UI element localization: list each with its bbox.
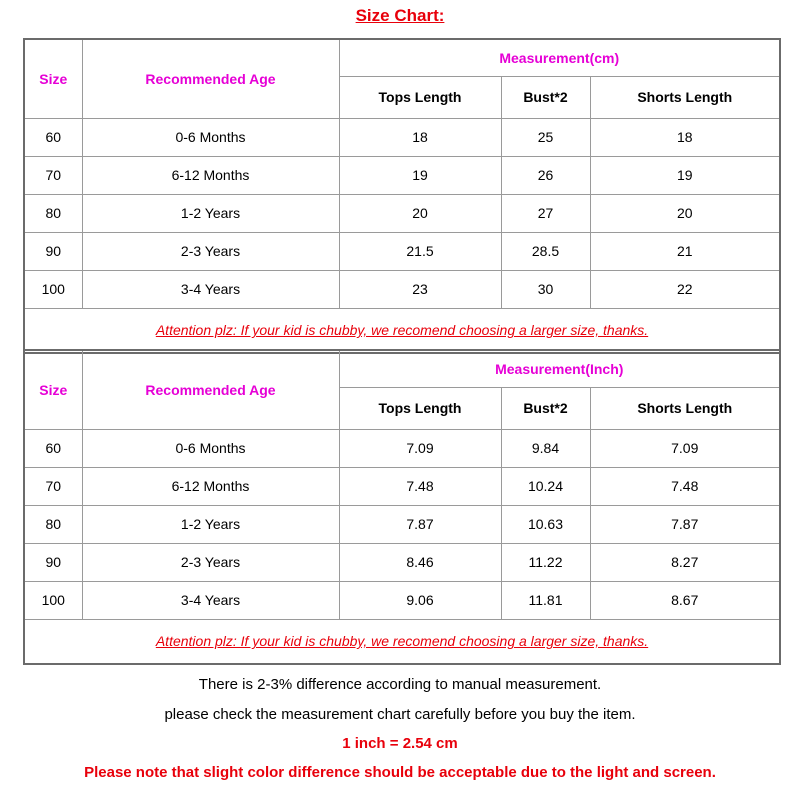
table-row bbox=[24, 156, 780, 194]
attention-row bbox=[24, 308, 780, 353]
age-cell: 3-4 Years bbox=[82, 581, 339, 619]
bust-cell: 30 bbox=[501, 270, 590, 308]
age-cell: 6-12 Months bbox=[82, 156, 339, 194]
age-cell: 1-2 Years bbox=[82, 505, 339, 543]
tops-cell: 7.48 bbox=[339, 467, 501, 505]
age-cell: 6-12 Months bbox=[82, 467, 339, 505]
page-title: Size Chart: bbox=[355, 6, 445, 25]
shorts-cell: 18 bbox=[590, 118, 780, 156]
color-difference-note: Please note that slight color difference should be acceptable due to the light and screen. bbox=[84, 764, 716, 781]
table-row bbox=[24, 194, 780, 232]
tops-cell: 21.5 bbox=[339, 232, 501, 270]
size-header: Size bbox=[24, 350, 82, 429]
size-cell: 90 bbox=[24, 232, 82, 270]
attention-note: Attention plz: If your kid is chubby, we recomend choosing a larger size, thanks. bbox=[24, 308, 780, 353]
size-cell: 70 bbox=[24, 156, 82, 194]
size-chart-cm-table bbox=[23, 38, 781, 354]
size-cell: 60 bbox=[24, 118, 82, 156]
age-cell: 2-3 Years bbox=[82, 232, 339, 270]
table-row bbox=[24, 232, 780, 270]
bust-header: Bust*2 bbox=[501, 76, 590, 118]
age-cell: 0-6 Months bbox=[82, 118, 339, 156]
bust-cell: 28.5 bbox=[501, 232, 590, 270]
size-cell: 100 bbox=[24, 270, 82, 308]
size-cell: 60 bbox=[24, 429, 82, 467]
table-row bbox=[24, 270, 780, 308]
table-row bbox=[24, 429, 780, 467]
shorts-cell: 21 bbox=[590, 232, 780, 270]
size-cell: 80 bbox=[24, 505, 82, 543]
shorts-cell: 7.48 bbox=[590, 467, 780, 505]
age-cell: 2-3 Years bbox=[82, 543, 339, 581]
shorts-cell: 8.27 bbox=[590, 543, 780, 581]
measurement-cm-header: Measurement(cm) bbox=[339, 39, 780, 76]
bust-cell: 11.22 bbox=[501, 543, 590, 581]
age-cell: 3-4 Years bbox=[82, 270, 339, 308]
bust-cell: 10.63 bbox=[501, 505, 590, 543]
age-cell: 1-2 Years bbox=[82, 194, 339, 232]
attention-row bbox=[24, 619, 780, 664]
size-cell: 90 bbox=[24, 543, 82, 581]
tops-cell: 7.09 bbox=[339, 429, 501, 467]
table-row bbox=[24, 581, 780, 619]
tops-cell: 19 bbox=[339, 156, 501, 194]
size-header: Size bbox=[24, 39, 82, 118]
shorts-cell: 8.67 bbox=[590, 581, 780, 619]
tops-length-header: Tops Length bbox=[339, 387, 501, 429]
measurement-inch-header: Measurement(Inch) bbox=[339, 350, 780, 387]
bust-cell: 11.81 bbox=[501, 581, 590, 619]
shorts-cell: 7.87 bbox=[590, 505, 780, 543]
table-row bbox=[24, 467, 780, 505]
tops-cell: 18 bbox=[339, 118, 501, 156]
shorts-length-header: Shorts Length bbox=[590, 387, 780, 429]
tops-length-header: Tops Length bbox=[339, 76, 501, 118]
table-row bbox=[24, 505, 780, 543]
size-cell: 80 bbox=[24, 194, 82, 232]
table-row bbox=[24, 543, 780, 581]
recommended-age-header: Recommended Age bbox=[82, 39, 339, 118]
bust-header: Bust*2 bbox=[501, 387, 590, 429]
inch-conversion-note: 1 inch = 2.54 cm bbox=[342, 735, 458, 752]
check-chart-note: please check the measurement chart carefully before you buy the item. bbox=[164, 706, 636, 723]
tops-cell: 9.06 bbox=[339, 581, 501, 619]
tops-cell: 20 bbox=[339, 194, 501, 232]
bust-cell: 9.84 bbox=[501, 429, 590, 467]
age-cell: 0-6 Months bbox=[82, 429, 339, 467]
header-row-top bbox=[24, 39, 780, 76]
tops-cell: 23 bbox=[339, 270, 501, 308]
bust-cell: 27 bbox=[501, 194, 590, 232]
shorts-length-header: Shorts Length bbox=[590, 76, 780, 118]
size-chart-inch-table bbox=[23, 349, 781, 665]
tops-cell: 8.46 bbox=[339, 543, 501, 581]
size-cell: 100 bbox=[24, 581, 82, 619]
bust-cell: 25 bbox=[501, 118, 590, 156]
shorts-cell: 22 bbox=[590, 270, 780, 308]
bust-cell: 10.24 bbox=[501, 467, 590, 505]
shorts-cell: 19 bbox=[590, 156, 780, 194]
table-row bbox=[24, 118, 780, 156]
tops-cell: 7.87 bbox=[339, 505, 501, 543]
attention-note: Attention plz: If your kid is chubby, we recomend choosing a larger size, thanks. bbox=[24, 619, 780, 664]
shorts-cell: 20 bbox=[590, 194, 780, 232]
size-cell: 70 bbox=[24, 467, 82, 505]
header-row-top bbox=[24, 350, 780, 387]
bust-cell: 26 bbox=[501, 156, 590, 194]
shorts-cell: 7.09 bbox=[590, 429, 780, 467]
measurement-difference-note: There is 2-3% difference according to manual measurement. bbox=[198, 676, 602, 693]
recommended-age-header: Recommended Age bbox=[82, 350, 339, 429]
